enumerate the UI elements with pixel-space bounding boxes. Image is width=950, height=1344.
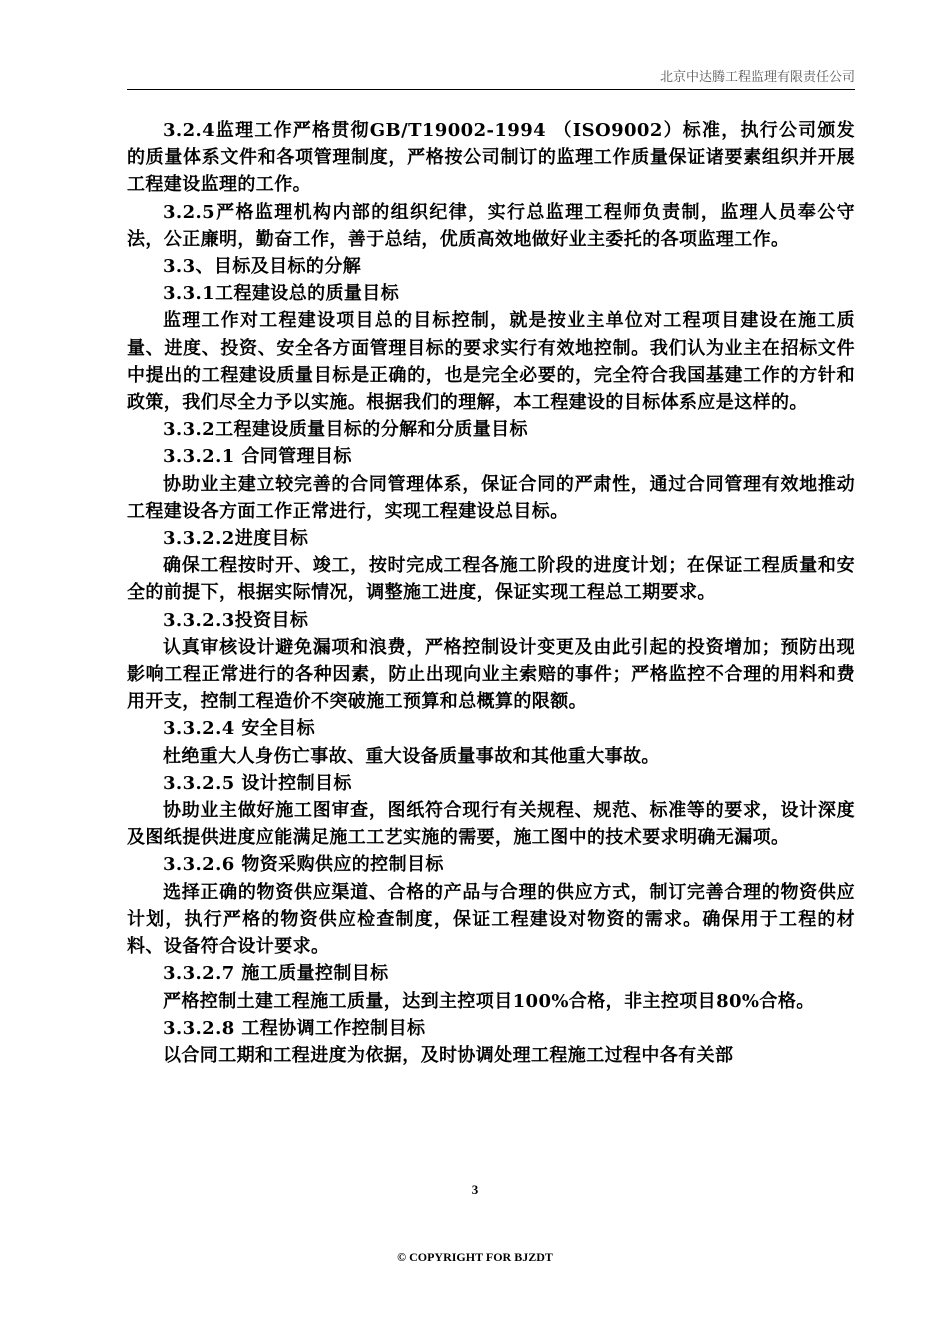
header-divider bbox=[127, 89, 855, 90]
paragraph-3-3-2-1: 协助业主建立较完善的合同管理体系，保证合同的严肃性，通过合同管理有效地推动工程建设各方面工作正常进行，实现工程建设总目标。 bbox=[127, 473, 855, 522]
paragraph-3-3-2-6: 选择正确的物资供应渠道、合格的产品与合理的供应方式，制订完善合理的物资供应计划，执行严格的物资供应检查制度，保证工程建设对物资的需求。确保用于工程的材料、设备符合设计要求。 bbox=[127, 881, 855, 958]
paragraph-3-3-2-3: 认真审核设计避免漏项和浪费，严格控制设计变更及由此引起的投资增加；预防出现影响工程正常进行的各种因素，防止出现向业主索赔的事件；严格监控不合理的用料和费用开支，控制工程造价不突破施工预算和总概算的限额。 bbox=[127, 636, 855, 713]
heading-3-3-2-7: 3.3.2.7 施工质量控制目标 bbox=[163, 963, 389, 985]
heading-3-3-2-2: 3.3.2.2进度目标 bbox=[163, 528, 309, 550]
paragraph-3-3-2-5: 协助业主做好施工图审查，图纸符合现行有关规程、规范、标准等的要求，设计深度及图纸提供进度应能满足施工工艺实施的需要，施工图中的技术要求明确无漏项。 bbox=[127, 800, 855, 849]
paragraph-3-2-5: 3.2.5严格监理机构内部的组织纪律，实行总监理工程师负责制，监理人员奉公守法，公正廉明，勤奋工作，善于总结，优质高效地做好业主委托的各项监理工作。 bbox=[127, 201, 855, 250]
heading-3-3-2-8: 3.3.2.8 工程协调工作控制目标 bbox=[163, 1017, 426, 1039]
heading-3-3-2-1: 3.3.2.1 合同管理目标 bbox=[163, 446, 352, 468]
heading-3-3-1: 3.3.1工程建设总的质量目标 bbox=[163, 283, 400, 305]
paragraph-3-2-4: 3.2.4监理工作严格贯彻GB/T19002-1994 （ISO9002）标准，执行公司颁发的质量体系文件和各项管理制度，严格按公司制订的监理工作质量保证诸要素组织并开展工程建设监理的工作。 bbox=[127, 120, 855, 196]
paragraph-3-3-2-2: 确保工程按时开、竣工，按时完成工程各施工阶段的进度计划；在保证工程质量和安全的前提下，根据实际情况，调整施工进度，保证实现工程总工期要求。 bbox=[127, 555, 855, 604]
header-company-name: 北京中达腾工程监理有限责任公司 bbox=[659, 70, 855, 85]
paragraph-3-3-1: 监理工作对工程建设项目总的目标控制，就是按业主单位对工程项目建设在施工质量、进度、投资、安全各方面管理目标的要求实行有效地控制。我们认为业主在招标文件中提出的工程建设质量目标是正确的，也是完全必要的，完全符合我国基建工作的方针和政策，我们尽全力予以实施。根据我们的理解，本工程建设的目标体系应是这样的。 bbox=[127, 310, 855, 414]
copyright-notice: © COPYRIGHT FOR BJZDT bbox=[397, 1250, 553, 1264]
heading-3-3-2-5: 3.3.2.5 设计控制目标 bbox=[163, 772, 352, 794]
heading-3-3-2-3: 3.3.2.3投资目标 bbox=[163, 609, 309, 631]
paragraph-3-3-2-4: 杜绝重大人身伤亡事故、重大设备质量事故和其他重大事故。 bbox=[163, 745, 660, 767]
document-body bbox=[127, 117, 855, 1069]
heading-3-3-2: 3.3.2工程建设质量目标的分解和分质量目标 bbox=[163, 419, 528, 441]
paragraph-3-3-2-8: 以合同工期和工程进度为依据，及时协调处理工程施工过程中各有关部 bbox=[163, 1044, 734, 1066]
heading-3-3-2-4: 3.3.2.4 安全目标 bbox=[163, 718, 315, 740]
heading-3-3: 3.3、目标及目标的分解 bbox=[163, 256, 362, 278]
page-number: 3 bbox=[471, 1182, 479, 1197]
heading-3-3-2-6: 3.3.2.6 物资采购供应的控制目标 bbox=[163, 854, 444, 876]
paragraph-3-3-2-7: 严格控制土建工程施工质量，达到主控项目100%合格，非主控项目80%合格。 bbox=[163, 990, 815, 1012]
